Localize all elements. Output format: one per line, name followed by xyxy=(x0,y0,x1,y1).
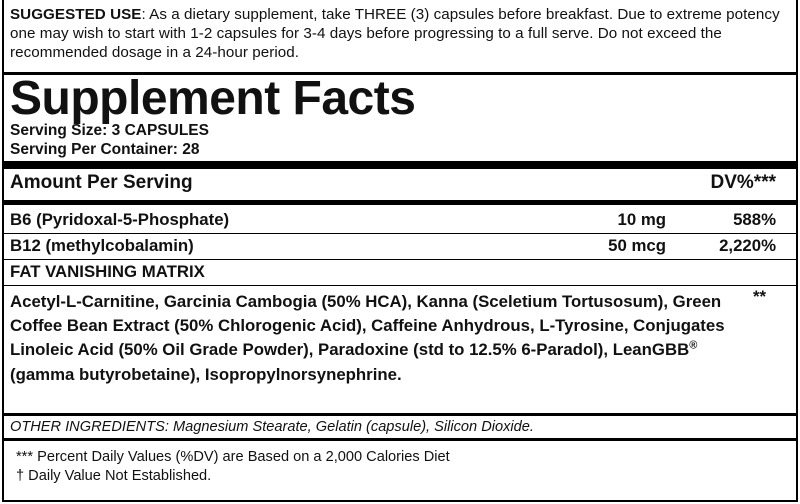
row-divider xyxy=(4,233,796,234)
amount-per-serving-header: Amount Per Serving xyxy=(10,172,193,193)
blend-ingredients xyxy=(10,290,740,387)
blend-dv: ** xyxy=(752,287,766,306)
suggested-use-body: : As a dietary supplement, take THREE (3) capsules before breakfast. Due to extreme potency one may wish to start with 1-2 capsules for 3-4 days before progressing to a full serve. Do not exceed the recommended dosage in a 24-hour period. xyxy=(10,6,780,61)
dv-header: DV%*** xyxy=(710,172,776,193)
suggested-use-text xyxy=(10,5,790,62)
serving-size: Serving Size: 3 CAPSULES xyxy=(10,122,209,139)
servings-per-container: Serving Per Container: 28 xyxy=(10,141,200,158)
blend-ingredients-part2: (gamma butyrobetaine), Isopropylnorsynephrine. xyxy=(10,364,402,384)
supplement-facts-panel xyxy=(2,0,798,502)
footnote-dv: *** Percent Daily Values (%DV) are Based on a 2,000 Calories Diet xyxy=(16,449,450,465)
nutrient-name: B12 (methylcobalamin) xyxy=(10,236,194,255)
suggested-use-label: SUGGESTED USE xyxy=(10,6,142,23)
row-divider xyxy=(4,259,796,260)
registered-mark: ® xyxy=(689,339,698,352)
thick-divider xyxy=(4,161,796,169)
nutrient-dv: 2,220% xyxy=(719,236,776,255)
nutrient-amount: 10 mg xyxy=(617,210,666,229)
nutrient-dv: 588% xyxy=(733,210,776,229)
panel-title: Supplement Facts xyxy=(10,72,416,125)
footnote-not-established: † Daily Value Not Established. xyxy=(16,468,212,484)
nutrient-amount: 50 mcg xyxy=(608,236,666,255)
other-divider xyxy=(4,413,796,416)
nutrient-name: B6 (Pyridoxal-5-Phosphate) xyxy=(10,210,230,229)
other-ingredients: OTHER INGREDIENTS: Magnesium Stearate, Gelatin (capsule), Silicon Dioxide. xyxy=(10,419,534,435)
blend-ingredients-part1: Acetyl-L-Carnitine, Garcinia Cambogia (50% HCA), Kanna (Sceletium Tortusosum), Green Coffee Bean Extract (50% Chlorogenic Acid), Caffeine Anhydrous, L-Tyrosine, Conjugates Linoleic Acid (50% Oil Grade Powder), Paradoxine (std to 12.5% 6-Paradol), LeanGBB xyxy=(10,292,725,360)
footnote-divider xyxy=(4,438,796,441)
row-divider xyxy=(4,285,796,286)
header-divider xyxy=(4,200,796,205)
blend-name: FAT VANISHING MATRIX xyxy=(10,262,205,281)
